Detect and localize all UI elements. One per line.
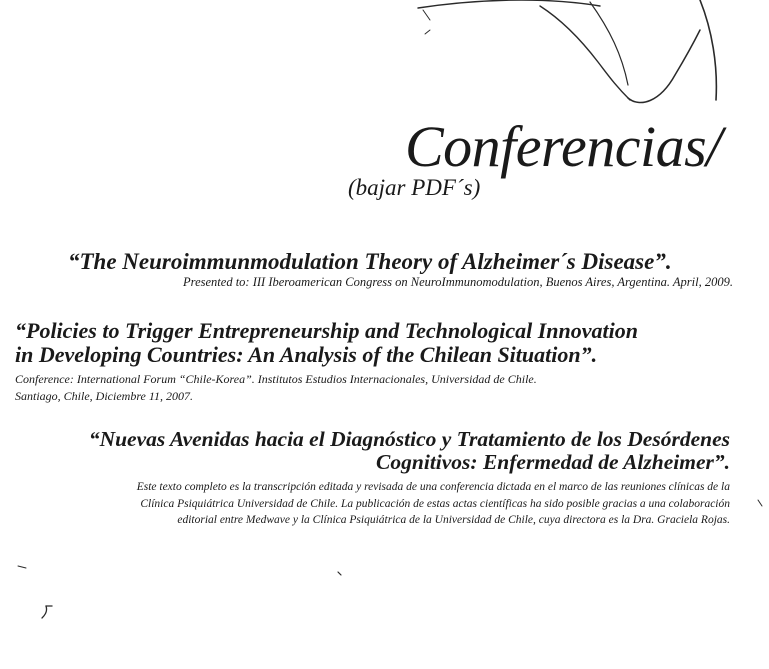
conference-description: Este texto completo es la transcripción editada y revisada de una conferencia dictada en el marco de las reuniones clínicas de la Clínica Psiquiátrica Universidad de Chile. La publicación de estas actas científicas ha sido posible gracias a una colaboración editorial entre Medwave y la Clínica Psiquiátrica de la Universidad de Chile, cuya directora es la Dra. Graciela Rojas. [136, 481, 730, 526]
conference-title-link[interactable]: “Policies to Trigger Entrepreneurship and Technological Innovation in Developing Countries: An Analysis of the Chilean Situation”. [15, 318, 638, 367]
conference-entry [10, 250, 733, 291]
conference-entry [15, 319, 715, 405]
conference-entry [30, 428, 730, 529]
conference-title-link[interactable]: “The Neuroimmunmodulation Theory of Alzheimer´s Disease”. [68, 249, 672, 274]
page-title: Conferencias/ [405, 114, 722, 179]
conference-description: Presented to: III Iberoamerican Congress on NeuroImmunomodulation, Buenos Aires, Argentina. April, 2009. [183, 275, 733, 289]
conference-title-link[interactable]: “Nuevas Avenidas hacia el Diagnóstico y Tratamiento de los Desórdenes Cognitivos: Enfermedad de Alzheimer”. [88, 427, 730, 474]
conference-description: Conference: International Forum “Chile-Korea”. Institutos Estudios Internacionales, Universidad de Chile. Santiago, Chile, Diciembre 11, 2007. [15, 372, 537, 403]
pdf-download-subtitle[interactable]: (bajar PDF´s) [348, 175, 481, 200]
